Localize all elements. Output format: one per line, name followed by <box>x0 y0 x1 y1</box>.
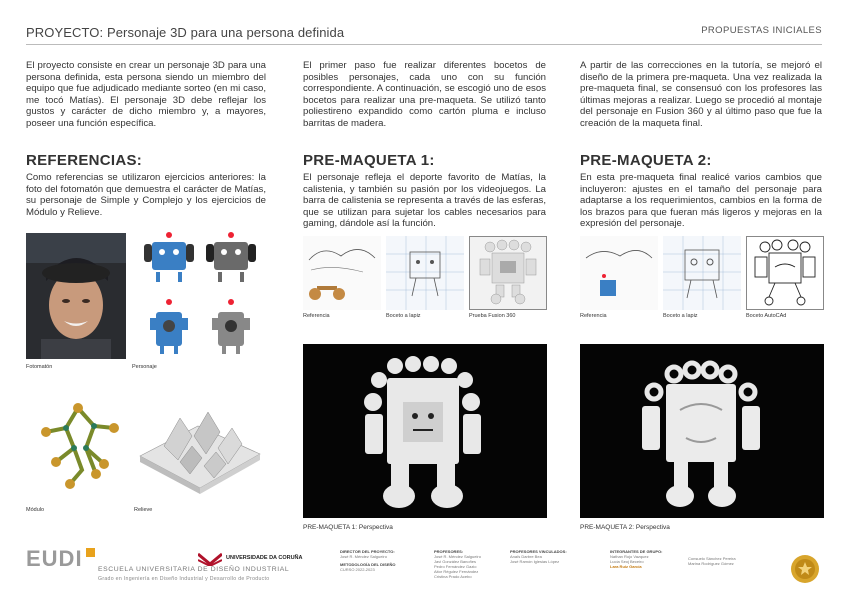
member-item: Lucía Seoj Beceiro <box>610 559 644 564</box>
director-label: DIRECTOR DEL PROYECTO: <box>340 549 395 554</box>
profs-block <box>434 549 481 579</box>
col1-intro: El proyecto consiste en crear un personaje 3D para una persona definida, esta persona siendo un miembro del equipo que fue adjudicado mediante sorteo (en mi caso, me tocó Matías). El personaje 3D debe reflejar los gustos y carácter de dicho miembro y, a mayores, poseer una función específica. <box>26 60 266 129</box>
col3-sketch-image <box>663 236 741 310</box>
col3-ref-image <box>580 236 658 310</box>
col2-heading: PRE-MAQUETA 1: <box>303 152 435 169</box>
section-label: PROPUESTAS INICIALES <box>701 25 822 36</box>
col2-intro: El primer paso fue realizar diferentes bocetos de posibles personajes, cada uno con su función correspondiente. A continuación, se escogió uno de esos bocetos para realizar una pre-maqueta. Se utilizó tanto poliestireno expandido como cartón pluma e incluso barritas de madera. <box>303 60 546 129</box>
prof-item: Javi González Banoñes <box>434 559 477 564</box>
page-title <box>26 25 344 40</box>
method-label: METODOLOGÍA DEL DISEÑO <box>340 562 396 567</box>
col3-text: En esta pre-maqueta final realicé varios cambios que incluyeron: ajustes en el tamaño del personaje para adaptarse a los requerimientos, cambios en la forma de los brazos para que fueran más ligeros y mejoras en la expresión del personaje. <box>580 172 822 230</box>
school-name: ESCUELA UNIVERSITARIA DE DISEÑO INDUSTRIAL <box>98 566 290 573</box>
members-label: INTEGRANTES DE GRUPO: <box>610 549 663 554</box>
director-name: José R. Méndez Salgueiro <box>340 554 387 559</box>
caption-col3-sketch: Boceto a lapiz <box>663 313 698 319</box>
col2-sketch-image <box>386 236 464 310</box>
title-prefix: PROYECTO: <box>26 25 104 40</box>
linked-item: Anaïs Darbre Bea <box>510 554 542 559</box>
caption-col2-sketch: Boceto a lapiz <box>386 313 421 319</box>
col1-text: Como referencias se utilizaron ejercicios anteriores: la foto del fotomatón que demuestra el carácter de Matías, su personaje de Simple y Complejo y los ejercicios de Módulo y Relieve. <box>26 172 266 218</box>
prof-item: Cristina Prado Acebo <box>434 574 472 579</box>
members-block <box>610 549 662 569</box>
modulo-image <box>26 388 130 502</box>
header-divider <box>26 44 822 45</box>
university-name: UNIVERSIDADE DA CORUÑA <box>226 555 303 561</box>
linked-block <box>510 549 567 564</box>
title-rest: Personaje 3D para una persona definida <box>103 25 345 40</box>
caption-fotomaton: Fotomatón <box>26 364 53 370</box>
relieve-image <box>134 396 266 500</box>
linked-item: José Ramón Iglesias López <box>510 559 560 564</box>
member-item: Nathan Rojo Vazquez <box>610 554 649 559</box>
col3-heading: PRE-MAQUETA 2: <box>580 152 712 169</box>
prof-item: Aitor Régulez Fernández <box>434 569 479 574</box>
prof-item: Pedro Fernández Gazio <box>434 564 477 569</box>
premaqueta1-photo <box>303 344 547 518</box>
caption-col2-ref: Referencia <box>303 313 330 319</box>
col3-intro: A partir de las correcciones en la tutoría, se mejoró el diseño de la primera pre-maqueta. Una vez realizada la pre-maqueta final, se consensuó con los profesores las últimas mejoras a realizar. Luego se procedió al montaje del personaje en Fusion 360 y al último paso que fue la creación de la maqueta final. <box>580 60 822 129</box>
prof-item: José R. Méndez Salgueiro <box>434 554 481 559</box>
caption-col2-fusion: Prueba Fusion 360 <box>469 313 516 319</box>
caption-col3-autocad: Boceto AutoCAd <box>746 313 787 319</box>
members-block-2 <box>688 556 736 566</box>
caption-modulo: Módulo <box>26 507 45 513</box>
member-item: Lara Ruiz García <box>610 564 642 569</box>
director-block <box>340 549 396 572</box>
caption-personaje: Personaje <box>132 364 157 370</box>
caption-relieve: Relieve <box>134 507 153 513</box>
fotomaton-photo <box>26 233 126 359</box>
udc-logo-icon <box>198 552 222 566</box>
degree-name: Grado en Ingeniería en Diseño Industrial y Desarrollo de Producto <box>98 576 270 582</box>
eudi-logo: EUDI <box>26 546 83 571</box>
award-medal-icon <box>790 554 820 584</box>
caption-col3-ref: Referencia <box>580 313 607 319</box>
premaqueta2-photo <box>580 344 824 518</box>
personaje-drawings <box>132 222 267 360</box>
col1-heading: REFERENCIAS: <box>26 152 143 169</box>
course: CURSO 2022-2023 <box>340 567 375 572</box>
eudi-logo-mark <box>86 548 95 557</box>
col2-text: El personaje refleja el deporte favorito de Matías, la calistenia, y también su pasión por los videojuegos. La barra de calistenia se representa a través de las esferas, que se utilizan para sujetar los cables necesarios para gaming, dándole así la función. <box>303 172 546 230</box>
linked-label: PROFESORES VINCULADOS: <box>510 549 567 554</box>
col2-fusion-image <box>469 236 547 310</box>
caption-premaqueta2: PRE-MAQUETA 2: Perspectiva <box>580 524 670 531</box>
col3-autocad-image <box>746 236 824 310</box>
member-item: Consuelo Sánchez Pereira <box>688 556 736 561</box>
caption-premaqueta1: PRE-MAQUETA 1: Perspectiva <box>303 524 393 531</box>
member-item: Marina Rodríguez Gómez <box>688 561 734 566</box>
col2-ref-image <box>303 236 381 310</box>
profs-label: PROFESORES: <box>434 549 464 554</box>
